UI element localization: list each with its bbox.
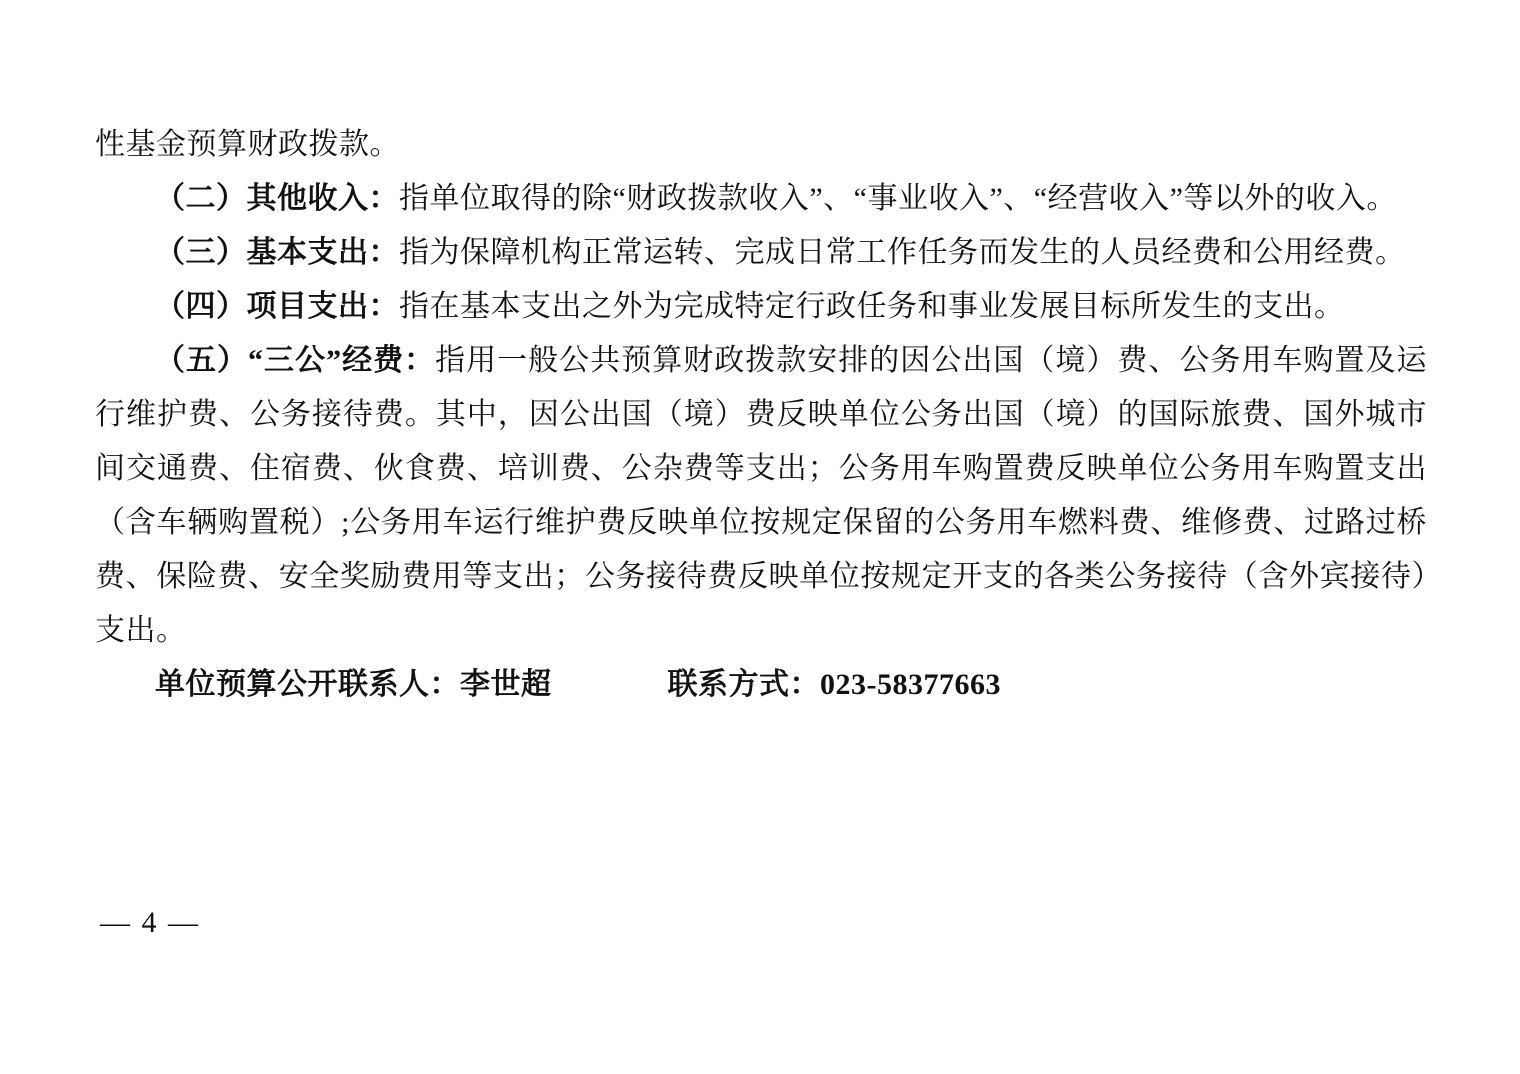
paragraph-4 xyxy=(95,280,1427,334)
paragraph-5 xyxy=(95,334,1427,658)
contact-phone: 联系方式：023-58377663 xyxy=(667,668,1001,701)
paragraph-text-run: 指用一般公共预算财政拨款安排的因公出国（境）费、公务用车购置及运行维护费、公务接待费。其中，因公出国（境）费反映单位公务出国（境）的国际旅费、国外城市间交通费、住宿费、伙食费、培训费、公杂费等支出；公务用车购置费反映单位公务用车购置支出（含车辆购置税）;公务用车运行维护费反映单位按规定保留的公务用车燃料费、维修费、过路过桥费、保险费、安全奖励费用等支出；公务接待费反映单位按规定开支的各类公务接待（含外宾接待）支出。 xyxy=(95,344,1428,647)
paragraph-lead-term: （三）基本支出： xyxy=(155,236,399,269)
paragraph-2 xyxy=(95,172,1427,226)
paragraph-text-run: 指单位取得的除“财政拨款收入”、“事业收入”、“经营收入”等以外的收入。 xyxy=(399,182,1397,215)
paragraph-3 xyxy=(95,226,1427,280)
paragraph-text-run: 指在基本支出之外为完成特定行政任务和事业发展目标所发生的支出。 xyxy=(399,290,1345,323)
document-body xyxy=(95,118,1427,712)
paragraph-text-run: 指为保障机构正常运转、完成日常工作任务而发生的人员经费和公用经费。 xyxy=(399,236,1406,269)
contact-line xyxy=(95,658,1427,712)
paragraph-lead-term: （五）“三公”经费： xyxy=(155,344,436,377)
paragraphs-container xyxy=(95,118,1427,658)
paragraph-lead-term: （四）项目支出： xyxy=(155,290,399,323)
page-number: — 4 — xyxy=(100,906,200,939)
paragraph-lead-term: （二）其他收入： xyxy=(155,182,399,215)
contact-person: 单位预算公开联系人：李世超 xyxy=(155,668,552,701)
paragraph-text-run: 性基金预算财政拨款。 xyxy=(95,128,400,161)
paragraph-1 xyxy=(95,118,1427,172)
